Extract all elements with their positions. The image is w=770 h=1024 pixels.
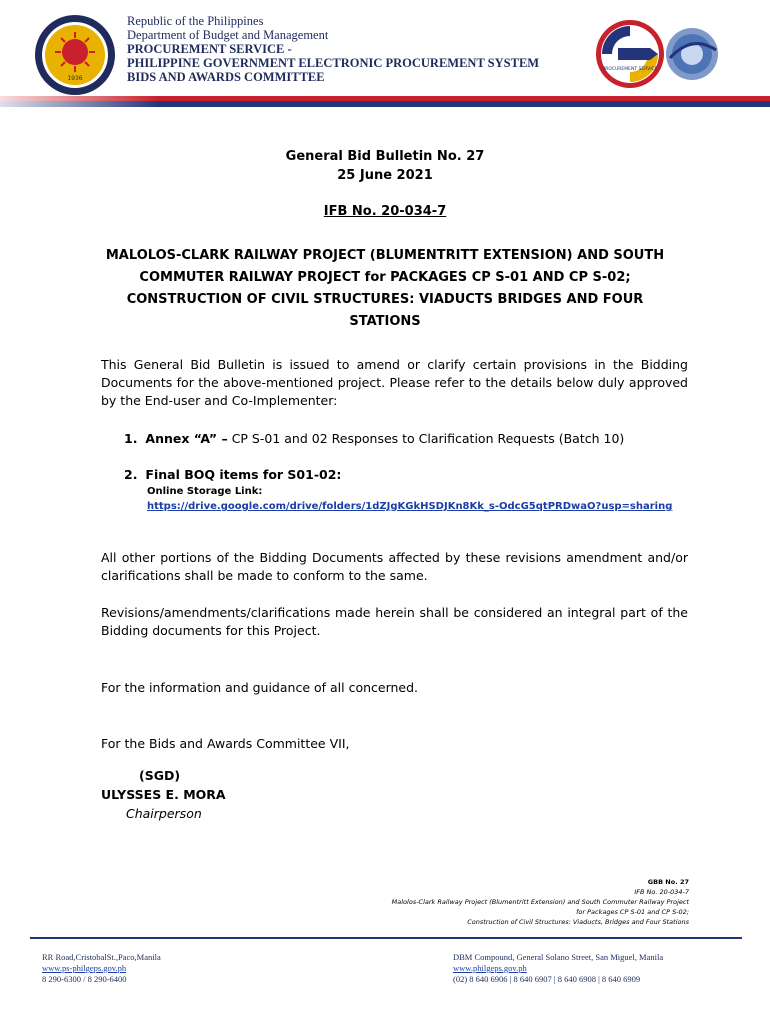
footer-left-web[interactable]: www.ps-philgeps.gov.ph [42, 963, 127, 973]
agency-header [127, 14, 539, 84]
header-philgeps: PHILIPPINE GOVERNMENT ELECTRONIC PROCUREMENT SYSTEM [127, 56, 540, 70]
list-item-annex-a [124, 430, 624, 448]
bulletin-title: General Bid Bulletin No. 27 [285, 149, 485, 164]
bulletin-date: 25 June 2021 [337, 168, 433, 183]
signature-sgd: (SGD) [139, 768, 181, 783]
paragraph-information: For the information and guidance of all concerned. [101, 680, 419, 695]
header-republic: Republic of the Philippines [127, 14, 264, 28]
header-bac: BIDS AND AWARDS COMMITTEE [127, 70, 325, 84]
paragraph-revisions: Revisions/amendments/clarifications made herein shall be considered an integral part of the Bidding documents for this Project. [101, 605, 688, 638]
ref-ifb: IFB No. 20-034-7 [634, 888, 689, 896]
header-department: Department of Budget and Management [127, 28, 329, 42]
paragraph-other-portions: All other portions of the Bidding Documents affected by these revisions amendment and/or clarifications shall be made to conform to the same. [101, 550, 688, 583]
project-title: MALOLOS-CLARK RAILWAY PROJECT (BLUMENTRITT EXTENSION) AND SOUTH COMMUTER RAILWAY PROJECT for PACKAGES CP S-01 AND CP S-02; CONSTRUCTION OF CIVIL STRUCTURES: VIADUCTS BRIDGES AND FOUR STATIONS [105, 248, 665, 329]
signatory-name: ULYSSES E. MORA [101, 787, 226, 802]
footer-left-address: RR Road,CristobalSt.,Paco,Manila [42, 952, 161, 962]
list-number: 2. [124, 467, 138, 482]
storage-link-label: Online Storage Link: [147, 486, 263, 497]
seal-year: 1936 [67, 75, 83, 82]
ps-logo-text: PROCUREMENT SERVICE [602, 67, 658, 72]
annex-a-label: Annex “A” – [145, 431, 228, 446]
footer-left-phone: 8 290-6300 / 8 290-6400 [42, 974, 127, 984]
ref-project-line1: Malolos-Clark Railway Project (Blumentritt Extension) and South Commuter Railway Project [391, 898, 689, 906]
ref-project-line2: for Packages CP S-01 and CP S-02; [576, 908, 689, 916]
footer-right [453, 952, 663, 985]
ps-philgeps-logos [588, 14, 728, 94]
signatory-role: Chairperson [126, 806, 202, 821]
footer-divider [30, 937, 742, 939]
ref-project-line3: Construction of Civil Structures: Viaducts, Bridges and Four Stations [467, 918, 689, 926]
ref-gbb: GBB No. 27 [647, 878, 689, 886]
footer-right-address: DBM Compound, General Solano Street, San Miguel, Manila [453, 952, 664, 962]
header-procurement-service: PROCUREMENT SERVICE - [127, 42, 292, 56]
intro-paragraph: This General Bid Bulletin is issued to amend or clarify certain provisions in the Bidding Documents for the above-mentioned project. Please refer to the details below duly approved by the End-user and Co-Implementer: [101, 357, 688, 408]
header-band-fade [0, 96, 160, 107]
reference-block [269, 877, 689, 927]
footer-right-phone: (02) 8 640 6906 | 8 640 6907 | 8 640 6908 | 8 640 6909 [453, 974, 641, 984]
list-number: 1. [124, 431, 138, 446]
annex-a-text: CP S-01 and 02 Responses to Clarification Requests (Batch 10) [227, 431, 625, 446]
storage-link[interactable]: https://drive.google.com/drive/folders/1dZJgKGkHSDJKn8Kk_s-OdcG5qtPRDwaO?usp=sharing [147, 501, 673, 512]
dbm-seal-logo [34, 14, 116, 96]
ifb-number: IFB No. 20-034-7 [323, 204, 447, 219]
footer-right-web[interactable]: www.philgeps.gov.ph [453, 963, 527, 973]
paragraph-committee: For the Bids and Awards Committee VII, [101, 736, 350, 751]
boq-label: Final BOQ items for S01-02: [145, 467, 342, 482]
list-item-boq [124, 466, 341, 484]
footer-left [42, 952, 161, 985]
